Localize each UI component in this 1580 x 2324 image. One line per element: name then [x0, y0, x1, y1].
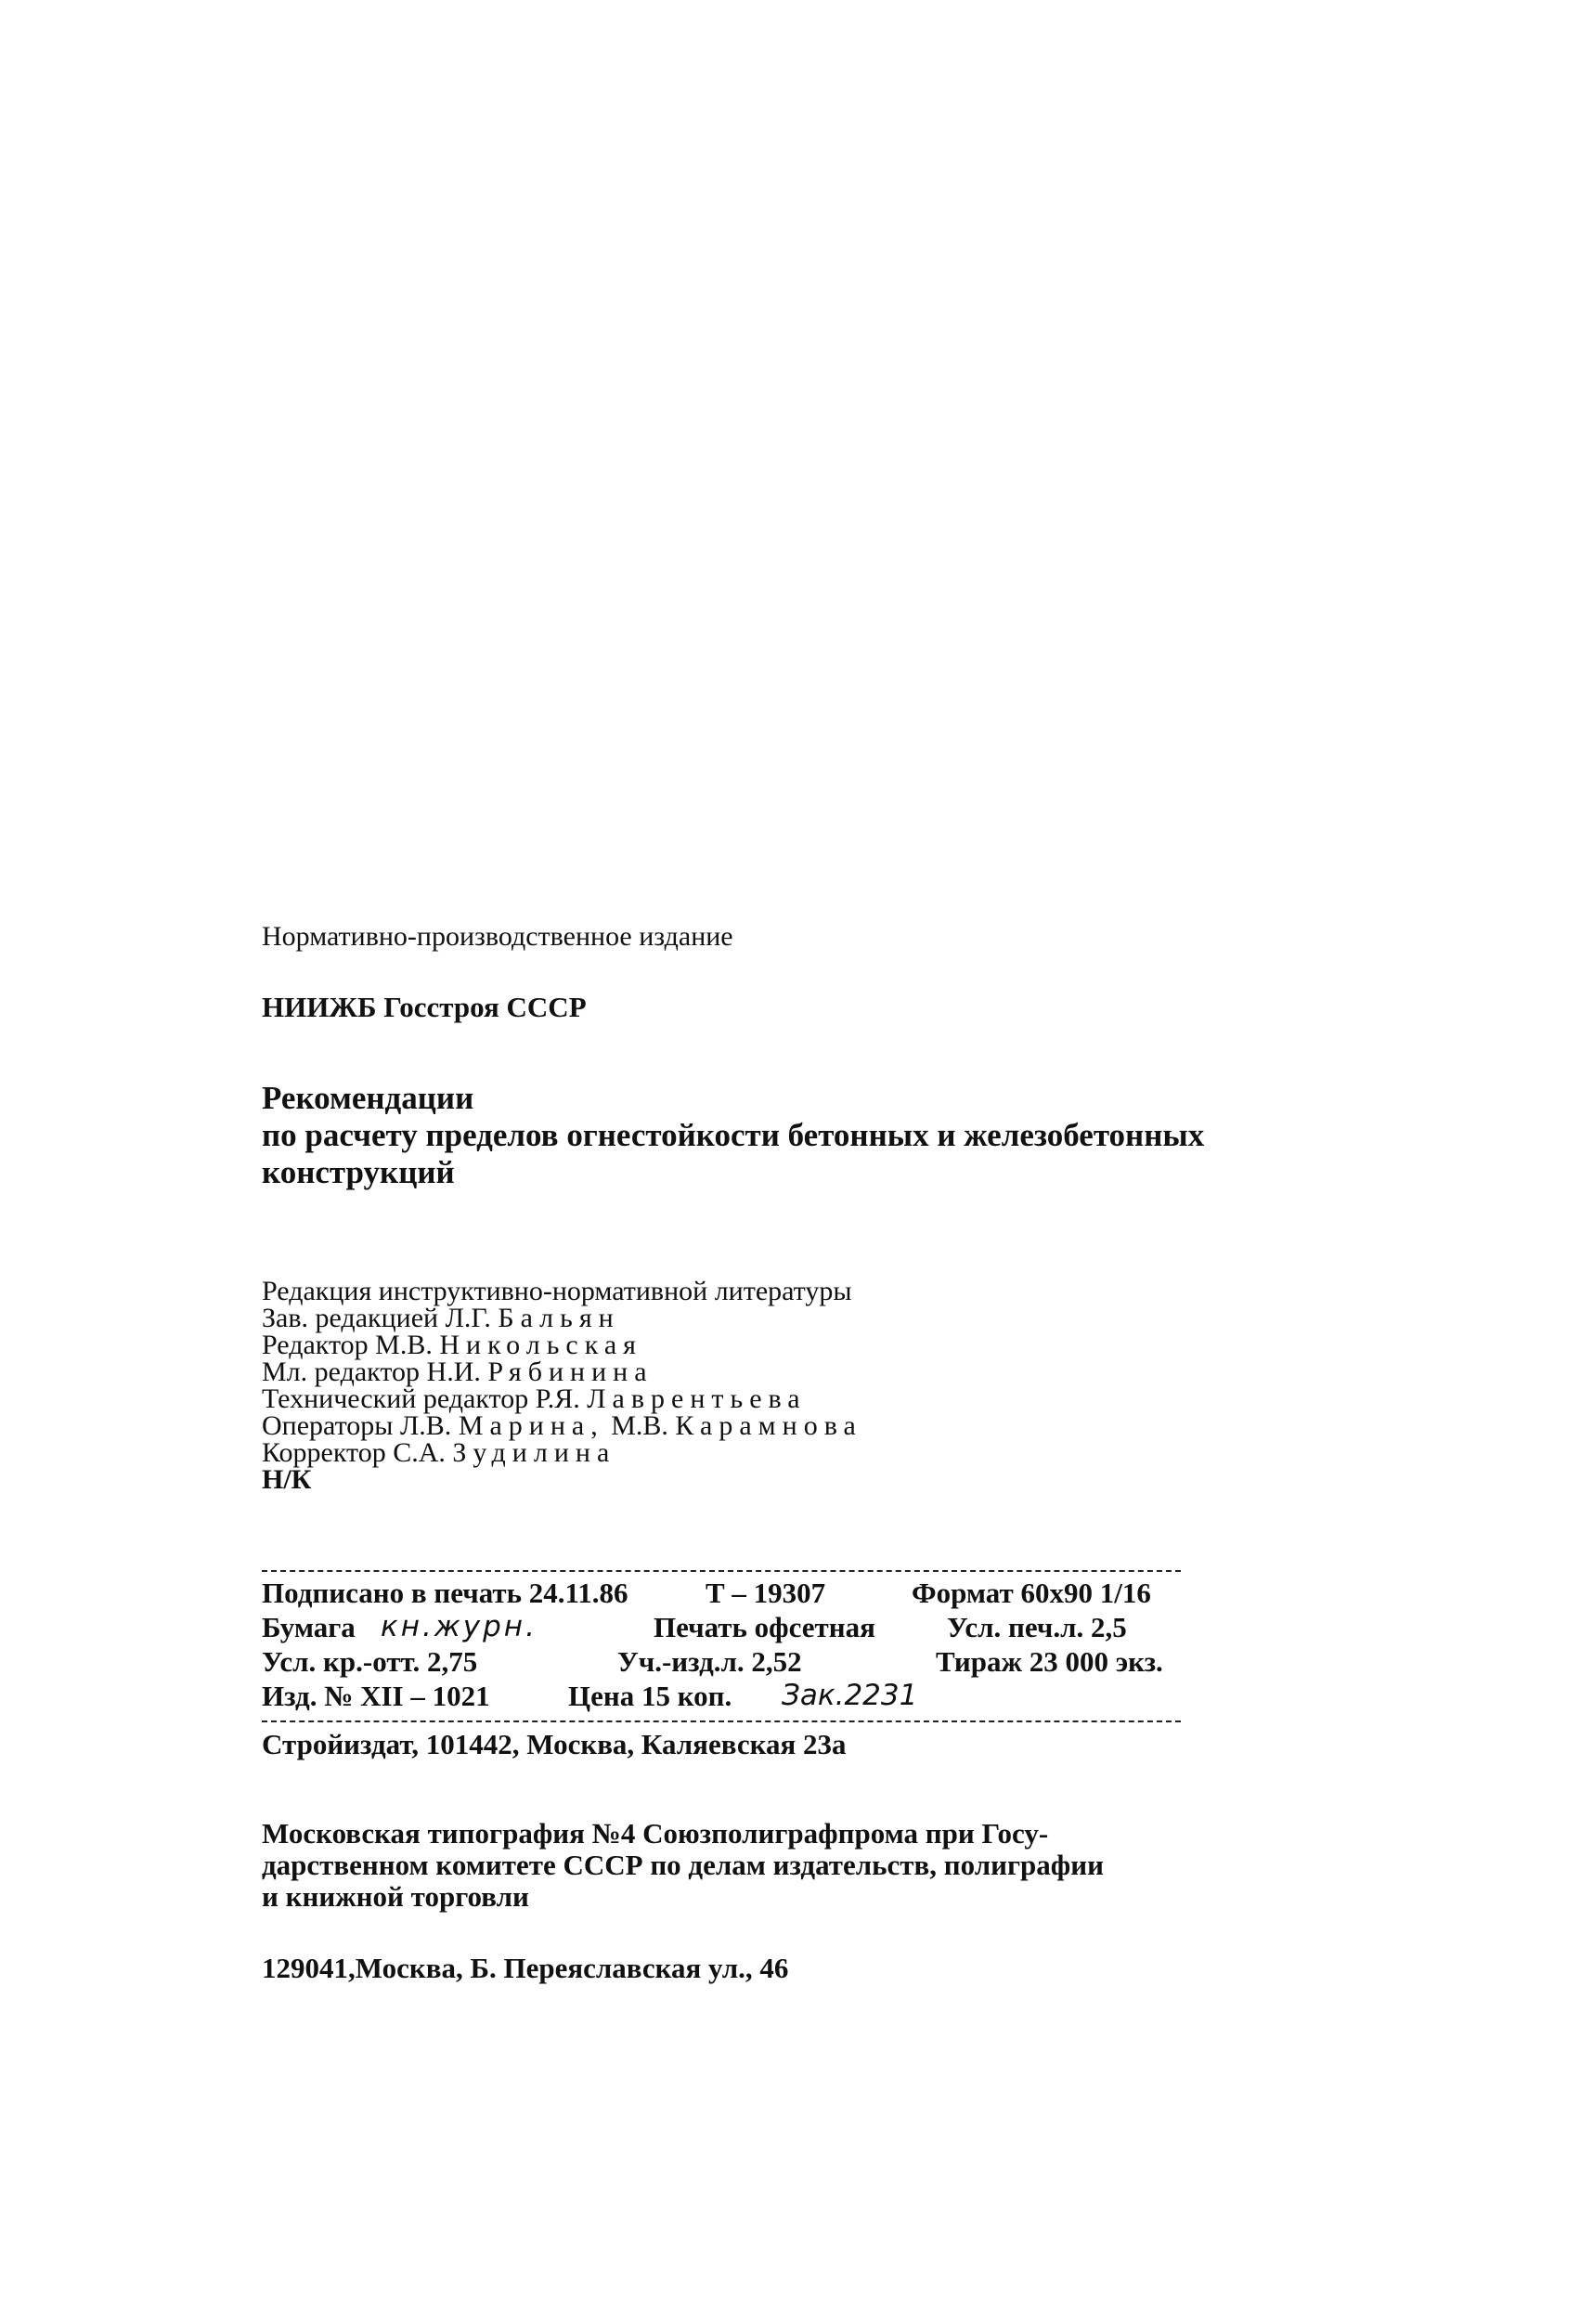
- publication-number: Изд. № XII – 1021: [262, 1680, 490, 1712]
- print-sheets: Усл. печ.л. 2,5: [947, 1611, 1127, 1643]
- imprint-block: [262, 1576, 1190, 1713]
- dashed-divider: [262, 1570, 1181, 1572]
- staff-role: Редактор М.В.: [262, 1330, 433, 1360]
- publication-sheets: Уч.-изд.л. 2,52: [617, 1645, 802, 1678]
- staff-name: Бальян: [498, 1303, 620, 1333]
- staff-line: [262, 1412, 862, 1439]
- staff-role: Технический редактор Р.Я.: [262, 1383, 580, 1414]
- staff-name: Рябинина: [487, 1357, 654, 1387]
- imprint-row: [262, 1576, 1190, 1610]
- print-format: Формат 60х90 1/16: [912, 1577, 1151, 1609]
- staff-name: Зудилина: [452, 1437, 616, 1468]
- order-number: Зак.2231: [782, 1679, 918, 1712]
- paper-value: кн.журн.: [381, 1610, 537, 1643]
- organization: НИИЖБ Госстроя СССР: [262, 991, 587, 1023]
- print-type: Печать офсетная: [654, 1611, 875, 1643]
- title-line: Рекомендации: [262, 1080, 474, 1116]
- printer-address: 129041,Москва, Б. Переяславская ул., 46: [262, 1952, 789, 1984]
- title-line: конструкций: [262, 1154, 455, 1190]
- staff-role: Мл. редактор Н.И.: [262, 1357, 481, 1387]
- staff-line: [262, 1439, 862, 1466]
- staff-line: [262, 1305, 862, 1331]
- staff-line: [262, 1358, 862, 1385]
- staff-role: Зав. редакцией Л.Г.: [262, 1303, 491, 1333]
- imprint-row: [262, 1644, 1190, 1679]
- printing-house: [262, 1818, 1104, 1913]
- editorial-staff: [262, 1278, 862, 1493]
- printer-line: и книжной торговли: [262, 1880, 529, 1913]
- staff-code: Н/К: [262, 1464, 312, 1495]
- title-line: по расчету пределов огнестойкости бетонных и железобетонных: [262, 1117, 1205, 1153]
- color-prints: Усл. кр.-отт. 2,75: [262, 1645, 478, 1678]
- printer-line: Московская типография №4 Союзполиграфпрома при Госу-: [262, 1817, 1049, 1850]
- imprint-row: [262, 1610, 1190, 1644]
- staff-line: [262, 1385, 862, 1412]
- dashed-divider: [262, 1720, 1181, 1722]
- staff-name: Лаврентьева: [587, 1383, 807, 1414]
- print-run: Тираж 23 000 экз.: [936, 1645, 1163, 1678]
- signed-date: Подписано в печать 24.11.86: [262, 1577, 628, 1609]
- publisher-address: Стройиздат, 101442, Москва, Каляевская 23а: [262, 1728, 847, 1760]
- t-number: Т – 19307: [706, 1577, 826, 1609]
- editorial-office: Редакция инструктивно-нормативной литературы: [262, 1276, 852, 1306]
- edition-type: Нормативно-производственное издание: [262, 921, 733, 952]
- imprint-row: [262, 1679, 1190, 1713]
- staff-name: Карамнова: [675, 1410, 862, 1441]
- staff-name: Марина,: [458, 1410, 604, 1441]
- printer-line: дарственном комитете СССР по делам издательств, полиграфии: [262, 1849, 1104, 1881]
- staff-role: Корректор С.А.: [262, 1437, 446, 1468]
- staff-initials: М.В.: [611, 1410, 668, 1441]
- staff-name: Никольская: [439, 1330, 642, 1360]
- staff-role: Операторы Л.В.: [262, 1410, 452, 1441]
- document-title: [262, 1080, 1204, 1191]
- price: Цена 15 коп.: [568, 1680, 732, 1712]
- staff-line: [262, 1331, 862, 1358]
- paper-label: Бумага: [262, 1611, 356, 1643]
